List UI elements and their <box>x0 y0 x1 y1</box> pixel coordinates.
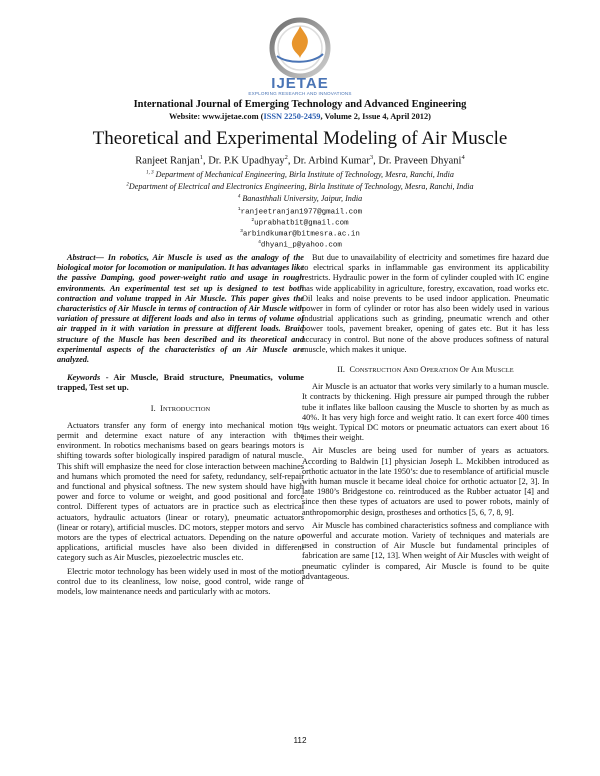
email-address[interactable]: $^1$ranjeetranjan1977@gmail.com <box>237 207 363 217</box>
author-list: Ranjeet Ranjan$^1$, Dr. P.K Upadhyay$^2$, Dr. Arbind Kumar$^3$, Dr. Praveen Dhyani$^4$ <box>135 154 465 167</box>
logo-flame <box>292 26 308 58</box>
paper-title: Theoretical and Experimental Modeling of Air Muscle <box>92 128 508 149</box>
author-name: Dr. Praveen Dhyani <box>378 155 462 167</box>
body-paragraph: Air Muscle is an actuator that works very similarly to a human muscle. It contracts by thickening. High pressure air pumped through the rubber tube it inflates like balloon causing the Muscle to shorten by as much as 40%. It has very high force and weight ratio. It can exert force 400 times its weight. Typical DC motors or pneumatic actuators can exert about 16 times their weight. <box>302 382 549 443</box>
section-heading-construction: II. CONSTRUCTION AND OPERATION OF AIR MUSCLE <box>337 365 514 375</box>
author-name: Dr. Arbind Kumar <box>293 155 370 167</box>
email-address[interactable]: $^4$dhyani_p@yahoo.com <box>258 240 342 250</box>
affiliation: $^2$Department of Electrical and Electronics Engineering, Birla Institute of Technology, Mesra, Ranchi, India <box>126 182 474 191</box>
affiliation: $^{1, 3}$ Department of Mechanical Engineering, Birla Institute of Technology, Mesra, Ranchi, India <box>146 170 454 179</box>
issn-link[interactable]: ISSN 2250-2459 <box>263 112 321 121</box>
author-name: Ranjeet Ranjan <box>135 155 200 167</box>
right-column <box>302 253 549 582</box>
author-sup: 2 <box>284 154 288 161</box>
logo-wordmark: IJETAE <box>271 75 329 92</box>
section-heading-introduction: I. INTRODUCTION <box>150 403 211 413</box>
author-name: Dr. P.K Upadhyay <box>208 155 285 167</box>
author-sup: 4 <box>461 154 465 161</box>
affiliation: $^4$ Banasthhali University, Jaipur, India <box>237 194 363 203</box>
keywords: Keywords - Air Muscle, Braid structure, Pneumatics, volume trapped, Test set up. <box>57 373 304 393</box>
email-address[interactable]: $^3$arbindkumar@bitmesra.ac.in <box>240 229 360 239</box>
body-paragraph: Electric motor technology has been widely used in most of the motion control due to its cleanliness, low noise, good control, wide range of models, low maintenance needs and particularly with ac motors. <box>57 566 304 597</box>
body-paragraph: But due to unavailability of electricity and sometimes fire hazard due to electrical sparks in inflammable gas environment its applicability restricts. Hydraulic power in the form of cylinder coupled with IC engine has wide applicability in agriculture, forestry, excavation, road works etc. Oil leaks and noise prevents to be used indoor application. Pneumatic power in form of cylinder or rotor has also been widely used in various industrial applications such as grinding, pneumatic wrench and other power tools, pavement breaker, opening of gates etc. But it has less accuracy in control. But none of the above produces softness of natural muscle, which makes it unique. <box>302 253 549 354</box>
page-number: 112 <box>293 736 307 745</box>
author-sup: 1 <box>199 154 203 161</box>
author-sup: 3 <box>369 154 374 161</box>
abstract: Abstract— In robotics, Air Muscle is used as the analogy of the biological motor for locomotion or manipulation. It has advantages like the passive Damping, good power-weight ratio and usage in rough environments. An experimental test set up is designed to test both contraction and volume trapped in Air Muscle. This paper gives the characteristics of Air Muscle in terms of contraction of Air Muscle with variation of pressure at different loads and also in terms of volume of air trapped in it with variation in pressure at different loads. Braid structure of the Muscle has been described and its theoretical and experimental aspects of the characteristics of an Air Muscle are analyzed. <box>57 253 304 365</box>
left-column <box>57 253 304 597</box>
journal-website-line <box>0 112 600 121</box>
body-paragraph: Air Muscle has combined characteristics softness and compliance with powerful and accurate motion. Variety of techniques and materials are used in construction of Air Muscle but fundamental principles of fabrication are same [12, 13]. When weight of Air Muscles with weight of pneumatic cylinder is compared, Air Muscle is found to be quite advantageous. <box>302 520 549 581</box>
website-prefix: Website: www.ijetae.com ( <box>169 112 264 121</box>
journal-name: International Journal of Emerging Technology and Advanced Engineering <box>133 99 467 110</box>
body-paragraph: Air Muscles are being used for number of years as actuators. According to Baldwin [1] physician Joseph L. Mckibben introduced as orthotic actuator in the late 1950’s: due to resemblance of artificial muscle with human muscle it became ideal choice for orthotic actuator [2, 3]. In late 1980’s Bridgestone co. reintroduced as the Rubber actuator [4] and since then these types of actuators are used to power robots, mainly of anthropomorphic design, prostheses and orthotics [5, 6, 7, 8, 9]. <box>302 446 549 517</box>
logo-tagline: EXPLORING RESEARCH AND INNOVATIONS <box>248 91 352 96</box>
website-suffix: , Volume 2, Issue 4, April 2012) <box>320 112 431 121</box>
body-paragraph: Actuators transfer any form of energy into mechanical motion to permit and determine exact nature of any interaction with the environment. In robotics mechanisms based on gears bearings motors is shifting towards softer biologically inspired paradigm of natural muscle. This shift will emphasize the need for close interaction between machines and humans which promoted the need for safety, redundancy, self-repair and functional and physical softness. The new system should have high power and force to volume or weight, and good positional and force control. Different types of actuators are in practice such as electrical actuators, hydraulic actuators (linear or rotary), pneumatic actuators (linear or rotary), artificial muscles. DC motors, stepper motors and servo motors are the types of electrical actuators. Depending on the nature of applications, artificial muscles have also been divided in different category such as Air Muscles, piezoelectric muscles etc. <box>57 420 304 563</box>
journal-logo <box>255 12 345 100</box>
email-address[interactable]: $^2$uprabhatbit@gmail.com <box>251 218 349 228</box>
